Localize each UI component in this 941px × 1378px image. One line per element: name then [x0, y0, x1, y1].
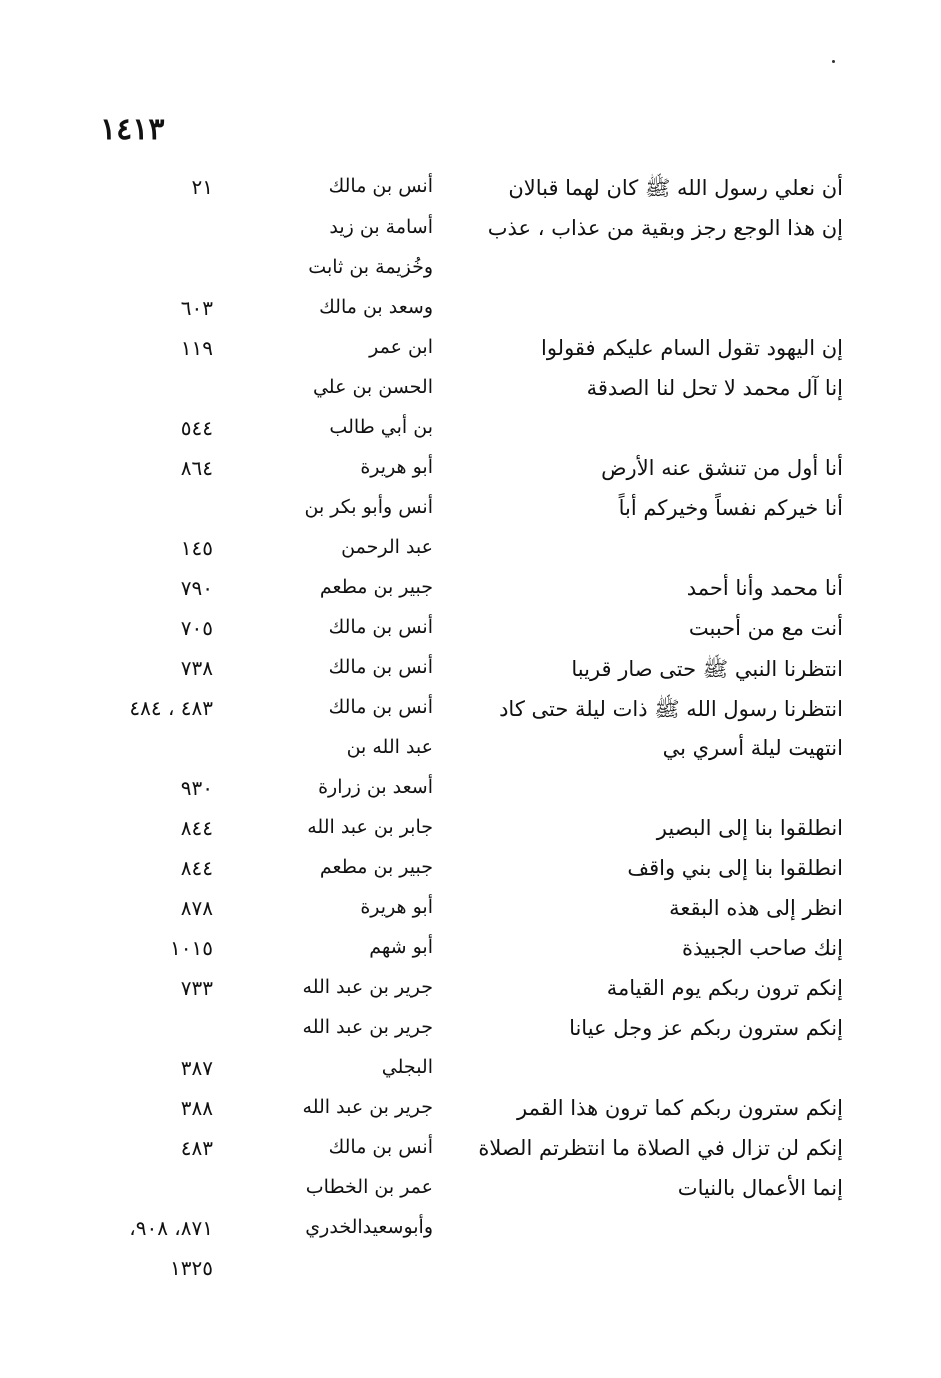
- page-reference: ٦٠٣: [180, 296, 213, 320]
- index-row: [0, 256, 941, 296]
- narrator-name: وسعد بن مالك: [319, 296, 433, 318]
- narrator-name: أبو هريرة: [360, 456, 433, 478]
- index-row: [0, 776, 941, 816]
- index-row: [0, 616, 941, 656]
- hadith-text: إنك صاحب الجبيذة: [681, 936, 843, 960]
- index-row: [0, 416, 941, 456]
- index-row: [0, 1176, 941, 1216]
- page-reference: ٩٣٠: [180, 776, 213, 800]
- index-row: [0, 216, 941, 256]
- hadith-text: انتهيت ليلة أسري بي: [662, 736, 843, 760]
- narrator-name: البجلي: [381, 1056, 433, 1078]
- index-row: [0, 336, 941, 376]
- narrator-name: جرير بن عبد الله: [302, 1016, 433, 1038]
- narrator-name: جرير بن عبد الله: [302, 976, 433, 998]
- index-row: [0, 1056, 941, 1096]
- hadith-text: إن هذا الوجع رجز وبقية من عذاب ، عذب: [487, 216, 843, 240]
- index-row: [0, 736, 941, 776]
- narrator-name: وأبوسعيدالخدري: [305, 1216, 433, 1238]
- index-row: [0, 1096, 941, 1136]
- hadith-text: أنت مع من أحببت: [688, 616, 843, 640]
- page-reference: ٨٦٤: [180, 456, 213, 480]
- index-row: [0, 376, 941, 416]
- index-row: [0, 1016, 941, 1056]
- narrator-name: ابن عمر: [369, 336, 433, 358]
- narrator-name: جابر بن عبد الله: [307, 816, 433, 838]
- narrator-name: أبو شهم: [369, 936, 433, 958]
- index-row: [0, 696, 941, 736]
- index-row: [0, 1216, 941, 1256]
- index-row: [0, 816, 941, 856]
- page-reference: ٨٤٤: [180, 856, 213, 880]
- narrator-name: أنس بن مالك: [328, 616, 433, 638]
- page-reference: ٨٧١، ٩٠٨،: [129, 1216, 213, 1240]
- narrator-name: أبو هريرة: [360, 896, 433, 918]
- page-reference: ٤٨٣: [180, 1136, 213, 1160]
- hadith-text: أنا محمد وأنا أحمد: [686, 576, 843, 600]
- index-row: [0, 1136, 941, 1176]
- narrator-name: أنس بن مالك: [328, 175, 433, 197]
- hadith-text: انظر إلى هذه البقعة: [669, 896, 843, 920]
- page-number: ١٤١٣: [100, 112, 165, 147]
- index-row: [0, 576, 941, 616]
- page-reference: ٧٠٥: [180, 616, 213, 640]
- narrator-name: أنس بن مالك: [328, 1136, 433, 1158]
- narrator-name: وخُزيمة بن ثابت: [308, 256, 433, 278]
- narrator-name: أسامة بن زيد: [329, 216, 433, 238]
- hadith-text: أنا خيركم نفساً وخيركم أباً: [618, 496, 843, 520]
- index-row: [0, 296, 941, 336]
- stray-mark: [832, 60, 835, 63]
- page-reference: ٧٩٠: [180, 576, 213, 600]
- hadith-text: انطلقوا بنا إلى بني واقف: [627, 856, 843, 880]
- hadith-text: إنما الأعمال بالنيات: [677, 1176, 843, 1200]
- page-reference: ٣٨٨: [180, 1096, 213, 1120]
- hadith-text: إنكم لن تزال في الصلاة ما انتظرتم الصلاة: [478, 1136, 843, 1160]
- page-reference: ١٤٥: [180, 536, 213, 560]
- narrator-name: أنس بن مالك: [328, 696, 433, 718]
- narrator-name: بن أبي طالب: [329, 416, 433, 438]
- narrator-name: عبد الله بن: [346, 736, 433, 758]
- hadith-text: إنكم ترون ربكم يوم القيامة: [606, 976, 843, 1000]
- narrator-name: جرير بن عبد الله: [302, 1096, 433, 1118]
- page-reference: ٨٤٤: [180, 816, 213, 840]
- index-row: [0, 896, 941, 936]
- narrator-name: عمر بن الخطاب: [305, 1176, 433, 1198]
- narrator-name: جبير بن مطعم: [319, 856, 433, 878]
- page-reference: ٧٣٨: [180, 656, 213, 680]
- index-row: [0, 936, 941, 976]
- index-row: [0, 496, 941, 536]
- index-row: [0, 976, 941, 1016]
- narrator-name: أنس وأبو بكر بن: [304, 496, 433, 518]
- index-row: [0, 456, 941, 496]
- page-reference: ١١٩: [180, 336, 213, 360]
- hadith-text: إنكم سترون ربكم كما ترون هذا القمر: [517, 1096, 843, 1120]
- narrator-name: أسعد بن زرارة: [318, 776, 433, 798]
- hadith-text: إنكم سترون ربكم عز وجل عيانا: [569, 1016, 843, 1040]
- hadith-text: انتظرنا النبي ﷺ حتى صار قريبا: [571, 657, 843, 681]
- page-reference: ٥٤٤: [180, 416, 213, 440]
- hadith-text: إن اليهود تقول السام عليكم فقولوا: [540, 336, 843, 360]
- page-reference: ٤٨٣ ، ٤٨٤: [129, 696, 213, 720]
- page-reference: ١٣٢٥: [170, 1256, 213, 1280]
- narrator-name: أنس بن مالك: [328, 656, 433, 678]
- hadith-text: إنا آل محمد لا تحل لنا الصدقة: [586, 376, 843, 400]
- hadith-text: أن نعلي رسول الله ﷺ كان لهما قبالان: [508, 176, 843, 200]
- index-row: [0, 175, 941, 215]
- index-row: [0, 856, 941, 896]
- page-reference: ٣٨٧: [180, 1056, 213, 1080]
- narrator-name: جبير بن مطعم: [319, 576, 433, 598]
- page-reference: ٢١: [191, 175, 213, 199]
- hadith-text: أنا أول من تنشق عنه الأرض: [601, 456, 843, 480]
- index-row: [0, 536, 941, 576]
- narrator-name: الحسن بن علي: [312, 376, 433, 398]
- index-row: [0, 1256, 941, 1296]
- index-row: [0, 656, 941, 696]
- hadith-text: انطلقوا بنا إلى البصير: [656, 816, 843, 840]
- narrator-name: عبد الرحمن: [341, 536, 433, 558]
- page-reference: ١٠١٥: [170, 936, 213, 960]
- page-reference: ٧٣٣: [180, 976, 213, 1000]
- hadith-text: انتظرنا رسول الله ﷺ ذات ليلة حتى كاد: [499, 697, 843, 721]
- page-reference: ٨٧٨: [180, 896, 213, 920]
